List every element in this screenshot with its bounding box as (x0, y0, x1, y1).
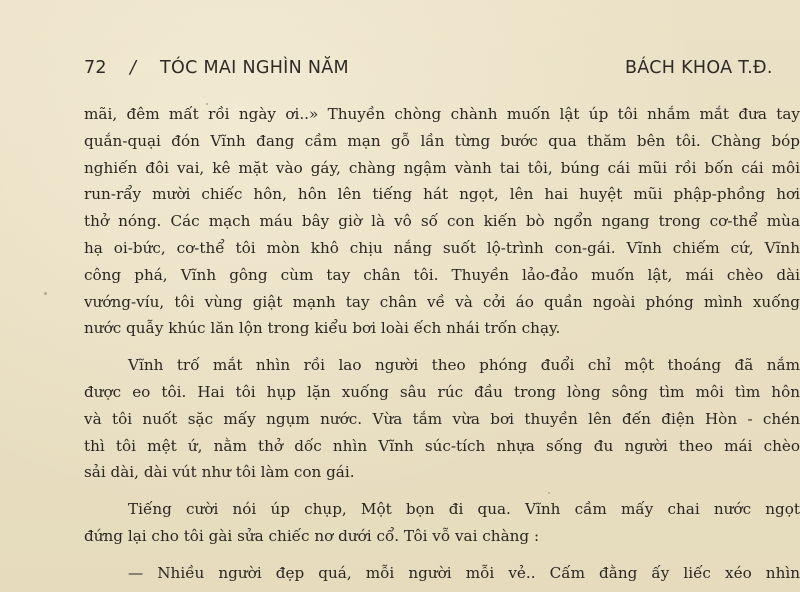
text-line: công phá, Vĩnh gông cùm tay chân tôi. Thuyền lảo-đảo muốn lật, mái chèo dài (84, 265, 800, 284)
text-line: run-rẩy mười chiếc hôn, hôn lên tiếng hát ngọt, lên hai huyệt mũi phập-phồng hơi (84, 185, 800, 204)
paragraph (84, 496, 800, 550)
running-header (84, 58, 800, 88)
text-line: đứng lại cho tôi gài sửa chiếc nơ dưới cổ. Tôi vỗ vai chàng : (84, 526, 540, 545)
page-number: 72 (84, 58, 107, 78)
paragraph (84, 101, 800, 342)
paragraph (84, 352, 800, 486)
chapter-title: TÓC MAI NGHÌN NĂM (160, 58, 349, 78)
text-line: nước quẫy khúc lăn lộn trong kiểu bơi loài ếch nhái trốn chạy. (84, 319, 561, 338)
paper-speck (548, 492, 550, 494)
paper-speck (206, 103, 208, 105)
text-line: vướng-víu, tôi vùng giật mạnh tay chân về và cởi áo quần ngoài phóng mình xuống (84, 292, 800, 311)
text-line: Vĩnh trố mắt nhìn rồi lao người theo phóng đuổi chỉ một thoáng đã nắm (128, 356, 800, 375)
text-line: thì tôi mệt ứ, nằm thở dốc nhìn Vĩnh súc-tích nhựa sống đu người theo mái chèo (84, 436, 800, 455)
body-text (84, 101, 800, 587)
text-line: mãi, đêm mất rồi ngày ơi..» Thuyền chòng chành muốn lật úp tôi nhắm mắt đưa tay (84, 105, 800, 123)
text-line: quắn-quại đón Vĩnh đang cầm mạn gỗ lần từng bước qua thăm bên tôi. Chàng bóp (84, 131, 800, 150)
text-line: được eo tôi. Hai tôi hụp lặn xuống sâu rúc đầu trong lòng sông tìm môi tìm hôn (84, 382, 800, 401)
text-line: hạ oi-bức, cơ-thể tôi mòn khô chịu nắng suốt lộ-trình con-gái. Vĩnh chiếm cứ, Vĩnh (84, 238, 800, 257)
text-line: nghiến đôi vai, kê mặt vào gáy, chàng ngậm vành tai tôi, búng cái mũi rồi bốn cái môi (84, 158, 800, 177)
text-line: sải dài, dài vút như tôi làm con gái. (84, 463, 355, 482)
text-line: thở nóng. Các mạch máu bây giờ là vô số con kiến bò ngổn ngang trong cơ-thể mùa (84, 212, 800, 231)
header-separator: / (130, 58, 137, 78)
text-line: — Nhiều người đẹp quá, mỗi người mỗi vẻ.. Cấm đằng ấy liếc xéo nhìn (128, 563, 800, 582)
paragraph (84, 560, 800, 587)
paper-speck (44, 292, 47, 295)
text-line: và tôi nuốt sặc mấy ngụm nước. Vừa tắm vừa bơi thuyền lên đến điện Hòn - chén (84, 409, 800, 428)
text-line: Tiếng cười nói úp chụp, Một bọn đi qua. Vĩnh cầm mấy chai nước ngọt (128, 500, 800, 519)
journal-name: BÁCH KHOA T.Đ. (625, 58, 773, 78)
